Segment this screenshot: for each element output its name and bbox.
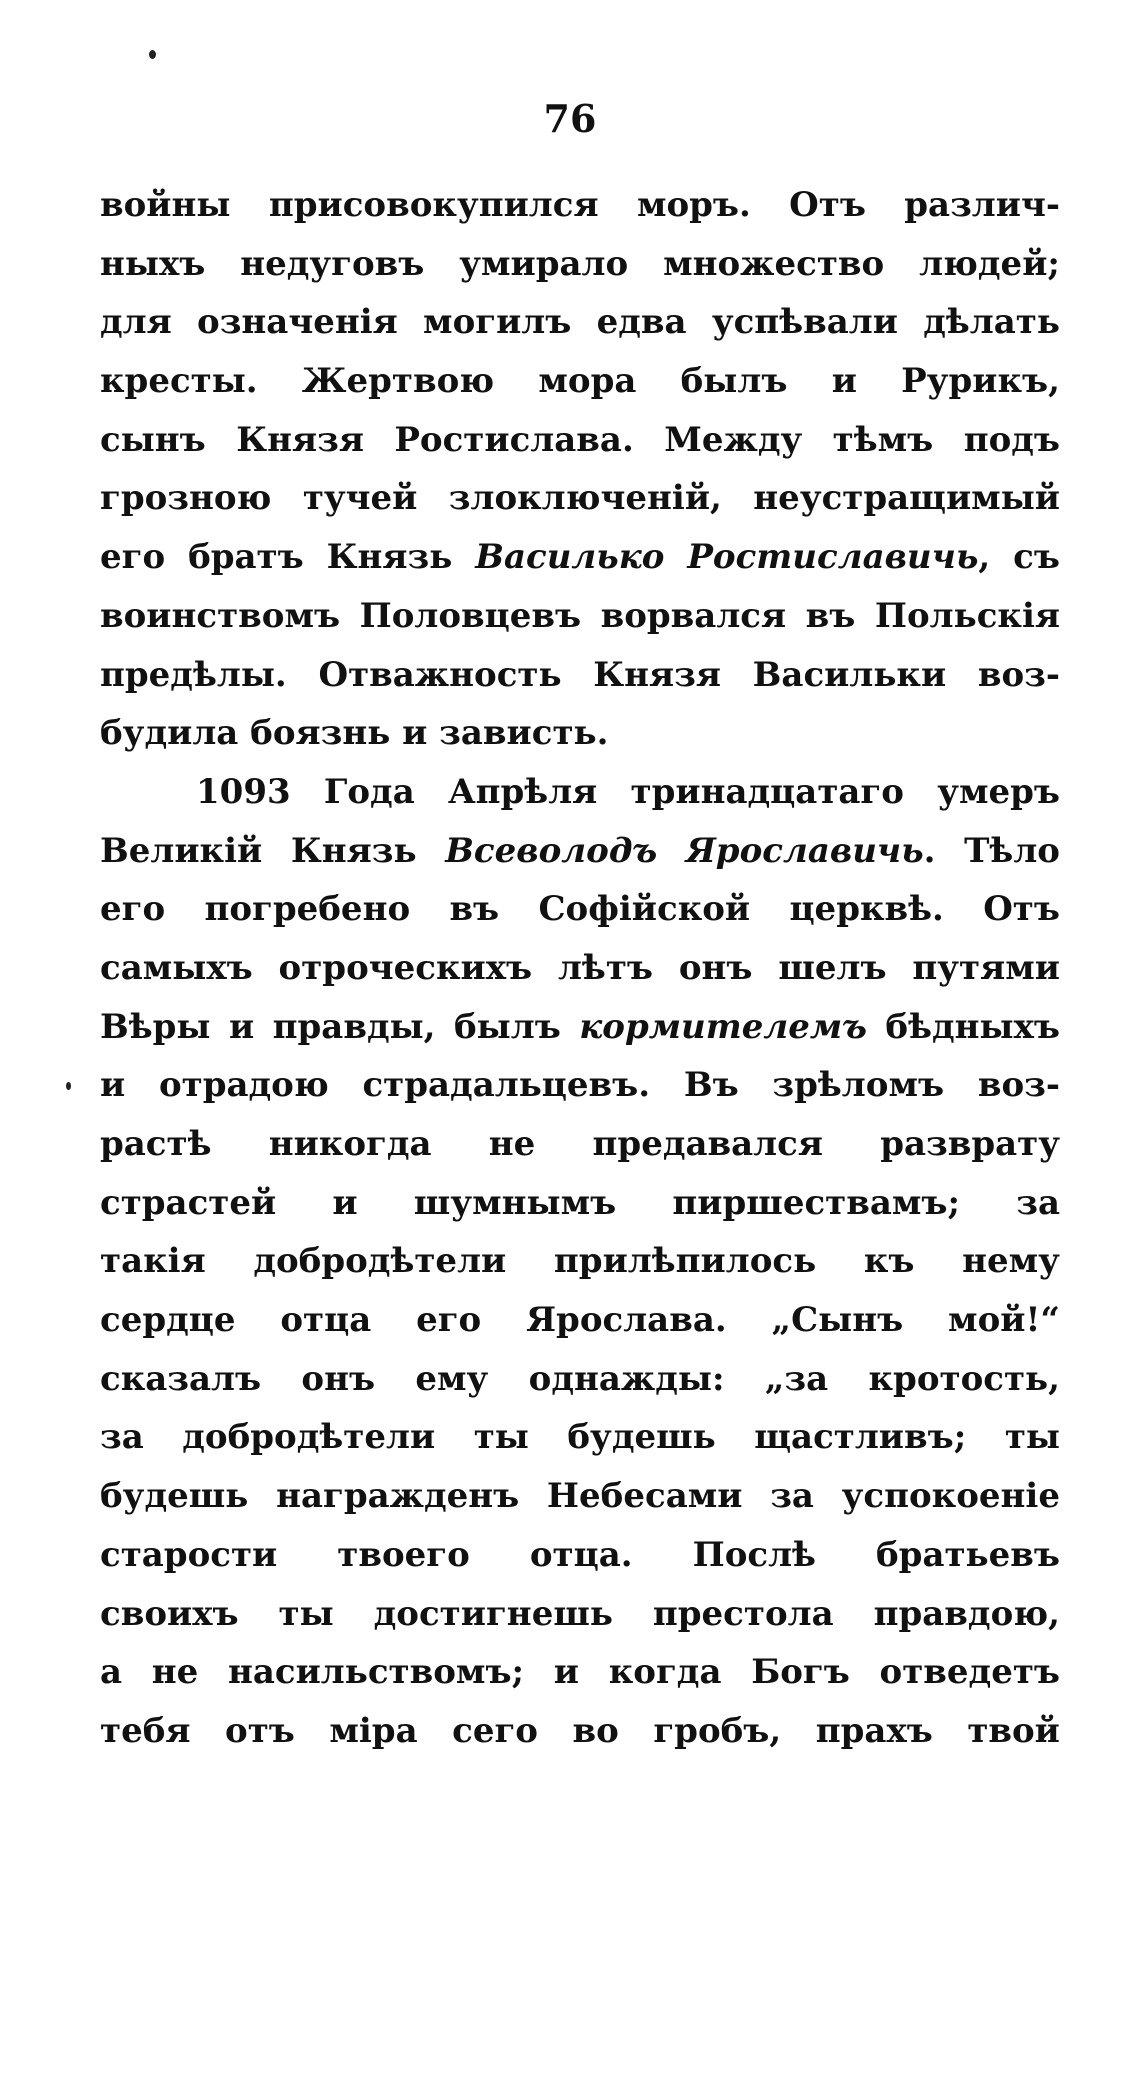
- word: однажды:: [528, 1358, 725, 1399]
- word: бѣдныхъ: [885, 1006, 1060, 1047]
- word: ворвался: [600, 595, 787, 636]
- word: Всеволодъ: [445, 830, 658, 871]
- word: Ярослава.: [526, 1300, 727, 1341]
- word: ныхъ: [100, 243, 206, 284]
- word: такія: [100, 1241, 206, 1282]
- text-line-18: [100, 1174, 1060, 1233]
- word: шумнымъ: [413, 1182, 617, 1223]
- word: отрадою: [158, 1065, 329, 1106]
- text-line-17: [100, 1115, 1060, 1174]
- word: прилѣпилось: [553, 1241, 817, 1282]
- word: братьевъ: [876, 1534, 1060, 1575]
- body-text: [100, 176, 1060, 1761]
- word: насильствомъ;: [227, 1652, 525, 1693]
- word: Апрѣля: [447, 771, 598, 812]
- text-line-26: [100, 1643, 1060, 1702]
- word: умирало: [459, 243, 629, 284]
- word: страстей: [100, 1182, 277, 1223]
- word: Отъ: [789, 185, 866, 225]
- word: во: [572, 1710, 619, 1751]
- word: Ростиславичь,: [687, 537, 991, 578]
- text-line-14: [100, 939, 1060, 998]
- text-line-22: [100, 1408, 1060, 1467]
- word: Небесами: [546, 1476, 743, 1517]
- word: предѣлы.: [100, 654, 287, 695]
- word: воз-: [977, 654, 1060, 695]
- word: самыхъ: [100, 947, 253, 988]
- word: воинствомъ: [100, 595, 341, 636]
- word: Софійской: [538, 889, 751, 930]
- word: не: [488, 1124, 536, 1164]
- word: сердце: [100, 1300, 236, 1341]
- text-line-7: [100, 528, 1060, 587]
- text-line-3: [100, 293, 1060, 352]
- word: міра: [329, 1710, 418, 1751]
- word: старости: [100, 1534, 278, 1575]
- text-line-2: [100, 235, 1060, 294]
- word: прахъ: [815, 1710, 933, 1751]
- word: церквѣ.: [789, 889, 944, 930]
- word: его: [416, 1300, 482, 1341]
- word: для: [100, 302, 172, 343]
- word: Ростислава.: [394, 419, 634, 460]
- text-line-20: [100, 1291, 1060, 1350]
- word: ты: [473, 1417, 529, 1458]
- text-line-4: [100, 352, 1060, 411]
- text-line-12: [100, 822, 1060, 881]
- word: Польскія: [874, 595, 1060, 636]
- word: въ: [449, 889, 500, 930]
- word: Рурикъ,: [901, 361, 1060, 402]
- word: ты: [278, 1593, 334, 1634]
- word: Тѣло: [964, 830, 1060, 871]
- word: страдальцевъ.: [362, 1065, 651, 1106]
- word: никогда: [268, 1124, 432, 1164]
- text-line-6: [100, 469, 1060, 528]
- word: сынъ: [100, 419, 206, 460]
- text-line-16: [100, 1056, 1060, 1115]
- word: разврату: [880, 1124, 1060, 1164]
- word: лѣтъ: [557, 947, 653, 988]
- word: тѣмъ: [832, 419, 934, 460]
- text-line-11: [100, 763, 1060, 822]
- word: когда: [608, 1652, 722, 1693]
- word: престола: [652, 1593, 834, 1634]
- word: достигнешь: [373, 1593, 613, 1634]
- text-line-15: [100, 998, 1060, 1057]
- word: едва: [596, 302, 687, 343]
- text-line-24: [100, 1526, 1060, 1585]
- word: воз-: [977, 1065, 1060, 1106]
- word: не: [151, 1652, 199, 1693]
- word: братъ: [188, 537, 304, 578]
- word: Князь: [290, 830, 417, 871]
- word: сказалъ: [100, 1358, 262, 1399]
- word: въ: [805, 595, 856, 636]
- word: шелъ: [778, 947, 887, 988]
- word: награжденъ: [276, 1476, 520, 1517]
- word: умеръ: [937, 771, 1060, 812]
- scan-speck-left: [66, 1082, 71, 1090]
- text-line-13: [100, 880, 1060, 939]
- word: 1093: [196, 771, 291, 812]
- text-line-23: [100, 1467, 1060, 1526]
- word: зрѣломъ: [772, 1065, 945, 1106]
- word: и: [228, 1006, 255, 1047]
- word: погребено: [204, 889, 411, 930]
- word: Года: [323, 771, 415, 812]
- word: тебя: [100, 1710, 191, 1751]
- word: Князя: [593, 654, 721, 695]
- word: Жертвою: [301, 361, 495, 402]
- word: успокоеніе: [841, 1476, 1060, 1517]
- word: Князя: [236, 419, 364, 460]
- word: щастливъ;: [754, 1417, 967, 1458]
- word: тринадцатаго: [630, 771, 904, 812]
- word: будешь: [100, 1476, 249, 1517]
- word: Отъ: [983, 889, 1060, 930]
- word: былъ: [453, 1006, 561, 1047]
- word: различ-: [904, 185, 1060, 225]
- word: за: [1016, 1182, 1060, 1223]
- word: множество: [663, 243, 885, 284]
- word: тучей: [302, 478, 418, 519]
- text-line-5: [100, 411, 1060, 470]
- word: гробъ,: [653, 1710, 782, 1751]
- word: мой!“: [948, 1300, 1060, 1341]
- text-line-25: [100, 1585, 1060, 1644]
- word: его: [100, 537, 166, 578]
- word: путями: [912, 947, 1060, 988]
- word: своихъ: [100, 1593, 239, 1634]
- word: злоключеній,: [448, 478, 722, 519]
- word: и: [100, 1065, 126, 1106]
- word: правды,: [272, 1006, 436, 1047]
- word: Василько: [475, 537, 665, 578]
- word: подъ: [963, 419, 1060, 460]
- word: ему: [415, 1358, 489, 1399]
- word: правдою,: [873, 1593, 1060, 1634]
- word: неустращимый: [753, 478, 1060, 519]
- word: Въ: [683, 1065, 739, 1106]
- word: Вѣры: [100, 1006, 211, 1047]
- text-line-10: будила боязнь и зависть.: [100, 713, 609, 754]
- word: добродѣтели: [253, 1241, 507, 1282]
- word: предавался: [592, 1124, 823, 1164]
- word: и: [332, 1182, 358, 1223]
- word: Великій: [100, 830, 263, 871]
- word: твой: [967, 1710, 1060, 1751]
- word: а: [100, 1652, 123, 1693]
- word: людей;: [919, 243, 1060, 284]
- word: за: [100, 1417, 144, 1458]
- word: кормителемъ: [579, 1006, 867, 1047]
- word: отца.: [529, 1534, 633, 1575]
- word: означенія: [197, 302, 398, 343]
- text-line-1: [100, 176, 1060, 235]
- word: отъ: [225, 1710, 295, 1751]
- word: отроческихъ: [278, 947, 533, 988]
- word: онъ: [301, 1358, 376, 1399]
- word: Между: [664, 419, 803, 460]
- page-number: 76: [543, 96, 597, 141]
- word: пиршествамъ;: [672, 1182, 961, 1223]
- text-line-8: [100, 587, 1060, 646]
- word: успѣвали: [711, 302, 898, 343]
- word: онъ: [678, 947, 753, 988]
- word: и: [553, 1652, 580, 1693]
- text-line-21: [100, 1350, 1060, 1409]
- word: кресты.: [100, 361, 258, 402]
- word: отведетъ: [879, 1652, 1060, 1693]
- word: съ: [1013, 537, 1060, 578]
- scan-speck-top: [149, 50, 156, 59]
- word: кротость,: [868, 1358, 1060, 1399]
- word: Отважность: [318, 654, 562, 695]
- word: моръ.: [636, 185, 751, 225]
- word: грозною: [100, 478, 272, 519]
- word: Половцевъ: [359, 595, 582, 636]
- word: Васильки: [752, 654, 947, 695]
- word: отца: [280, 1300, 372, 1341]
- word: войны: [100, 185, 231, 225]
- word: мора: [538, 361, 637, 402]
- word: былъ: [680, 361, 788, 402]
- word: его: [100, 889, 166, 930]
- word: добродѣтели: [182, 1417, 436, 1458]
- word: за: [770, 1476, 814, 1517]
- word: Богъ: [751, 1652, 850, 1693]
- word: Послѣ: [692, 1534, 816, 1575]
- word: растѣ: [100, 1124, 212, 1164]
- word: сего: [452, 1710, 538, 1751]
- word: Ярославичь.: [685, 830, 936, 871]
- word: присовокупился: [268, 185, 599, 225]
- word: могилъ: [423, 302, 572, 343]
- text-line-9: [100, 646, 1060, 705]
- word: Князь: [326, 537, 453, 578]
- word: будешь: [567, 1417, 716, 1458]
- word: ты: [1004, 1417, 1060, 1458]
- word: „за: [764, 1358, 829, 1399]
- word: нему: [962, 1241, 1060, 1282]
- word: „Сынъ: [771, 1300, 904, 1341]
- word: къ: [863, 1241, 915, 1282]
- word: недуговъ: [240, 243, 425, 284]
- text-line-27: [100, 1702, 1060, 1761]
- word: твоего: [337, 1534, 470, 1575]
- text-line-19: [100, 1232, 1060, 1291]
- word: дѣлать: [923, 302, 1060, 343]
- word: и: [831, 361, 857, 402]
